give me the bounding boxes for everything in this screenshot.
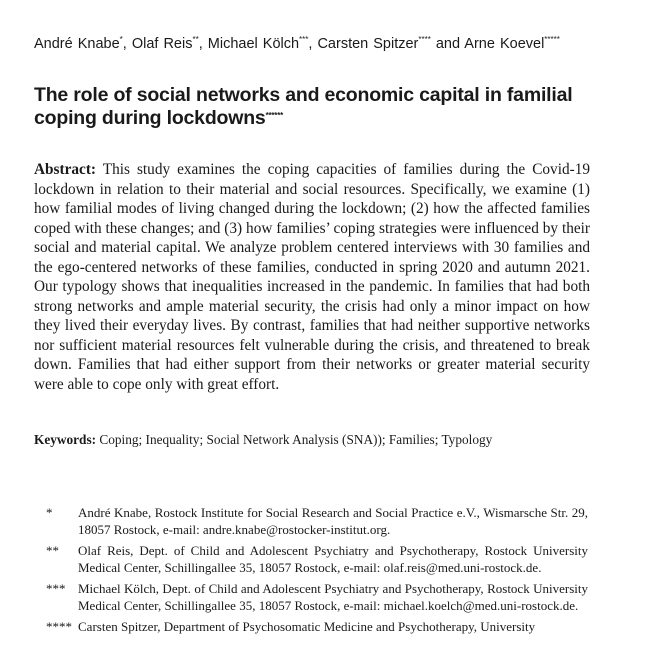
keywords-label: Keywords: xyxy=(34,432,97,447)
author-footnote-mark: *** xyxy=(299,35,309,44)
author-footnote-mark: ** xyxy=(192,35,199,44)
footnote-mark: *** xyxy=(46,581,66,596)
author-name: Arne Koevel xyxy=(464,36,545,52)
footnote-item xyxy=(46,581,588,614)
footnote-item xyxy=(46,543,588,576)
author-name: Michael Kölch xyxy=(207,36,300,52)
author-separator: and xyxy=(430,36,465,52)
author-footnote-mark: ***** xyxy=(544,35,560,44)
author-name: André Knabe xyxy=(34,36,120,52)
keywords-text: Coping; Inequality; Social Network Analysis (SNA)); Families; Typology xyxy=(96,432,493,447)
footnotes xyxy=(0,505,650,641)
author-separator: , xyxy=(308,36,318,52)
footnote-text: André Knabe, Rostock Institute for Social Research and Social Practice e.V., Wismarsche Str. 29, 18057 Rostock, e-mail: andre.knabe@rostocker-institut.org. xyxy=(78,505,588,537)
paper-title xyxy=(34,84,594,130)
author-footnote-mark: * xyxy=(119,35,123,44)
footnote-mark: ** xyxy=(46,543,59,558)
abstract-label: Abstract: xyxy=(34,161,97,178)
footnote-item xyxy=(46,505,588,538)
footnote-text: Michael Kölch, Dept. of Child and Adolescent Psychiatry and Psychotherapy, Rostock University Medical Center, Schillingallee 35, 18057 Rostock, e-mail: michael.koelch@med.uni-rostock.de. xyxy=(78,581,588,613)
author-line xyxy=(34,35,590,54)
author-name: Carsten Spitzer xyxy=(317,36,419,52)
author-footnote-mark: **** xyxy=(418,35,431,44)
author-separator: , xyxy=(198,36,208,52)
title-text: The role of social networks and economic capital in familial coping during lockdowns xyxy=(34,84,573,129)
abstract-text: This study examines the coping capacities of families during the Covid-19 lockdown in relation to their material and social resources. Specifically, we examine (1) how familial modes of living changed during the lockdown; (2) how the affected families coped with these changes; and (3) how families’ coping strategies were influenced by their social and material capital. We analyze problem centered interviews with 30 families and the ego-centered networks of these families, conducted in spring 2020 and autumn 2021. Our typology shows that inequalities increased in the pandemic. In families that had both strong networks and ample material security, the crisis had only a minor impact on how they lived their everyday lives. By contrast, families that had neither supportive networks nor sufficient material resources felt vulnerable during the crisis, and threatened to break down. Families that had either support from their networks or greater material security were able to cope only with great effort. xyxy=(34,161,590,393)
footnote-mark: * xyxy=(46,505,53,520)
footnote-item xyxy=(46,619,588,636)
footnote-text: Carsten Spitzer, Department of Psychosomatic Medicine and Psychotherapy, University xyxy=(78,619,536,634)
keywords xyxy=(34,431,594,449)
author-name: Olaf Reis xyxy=(131,36,193,52)
title-footnote-mark: ****** xyxy=(265,111,284,120)
footnote-mark: **** xyxy=(46,619,72,634)
abstract xyxy=(34,160,590,394)
author-separator: , xyxy=(122,36,132,52)
footnote-text: Olaf Reis, Dept. of Child and Adolescent Psychiatry and Psychotherapy, Rostock University Medical Center, Schillingallee 35, 18057 Rostock, e-mail: olaf.reis@med.uni-rostock.de. xyxy=(78,543,588,575)
